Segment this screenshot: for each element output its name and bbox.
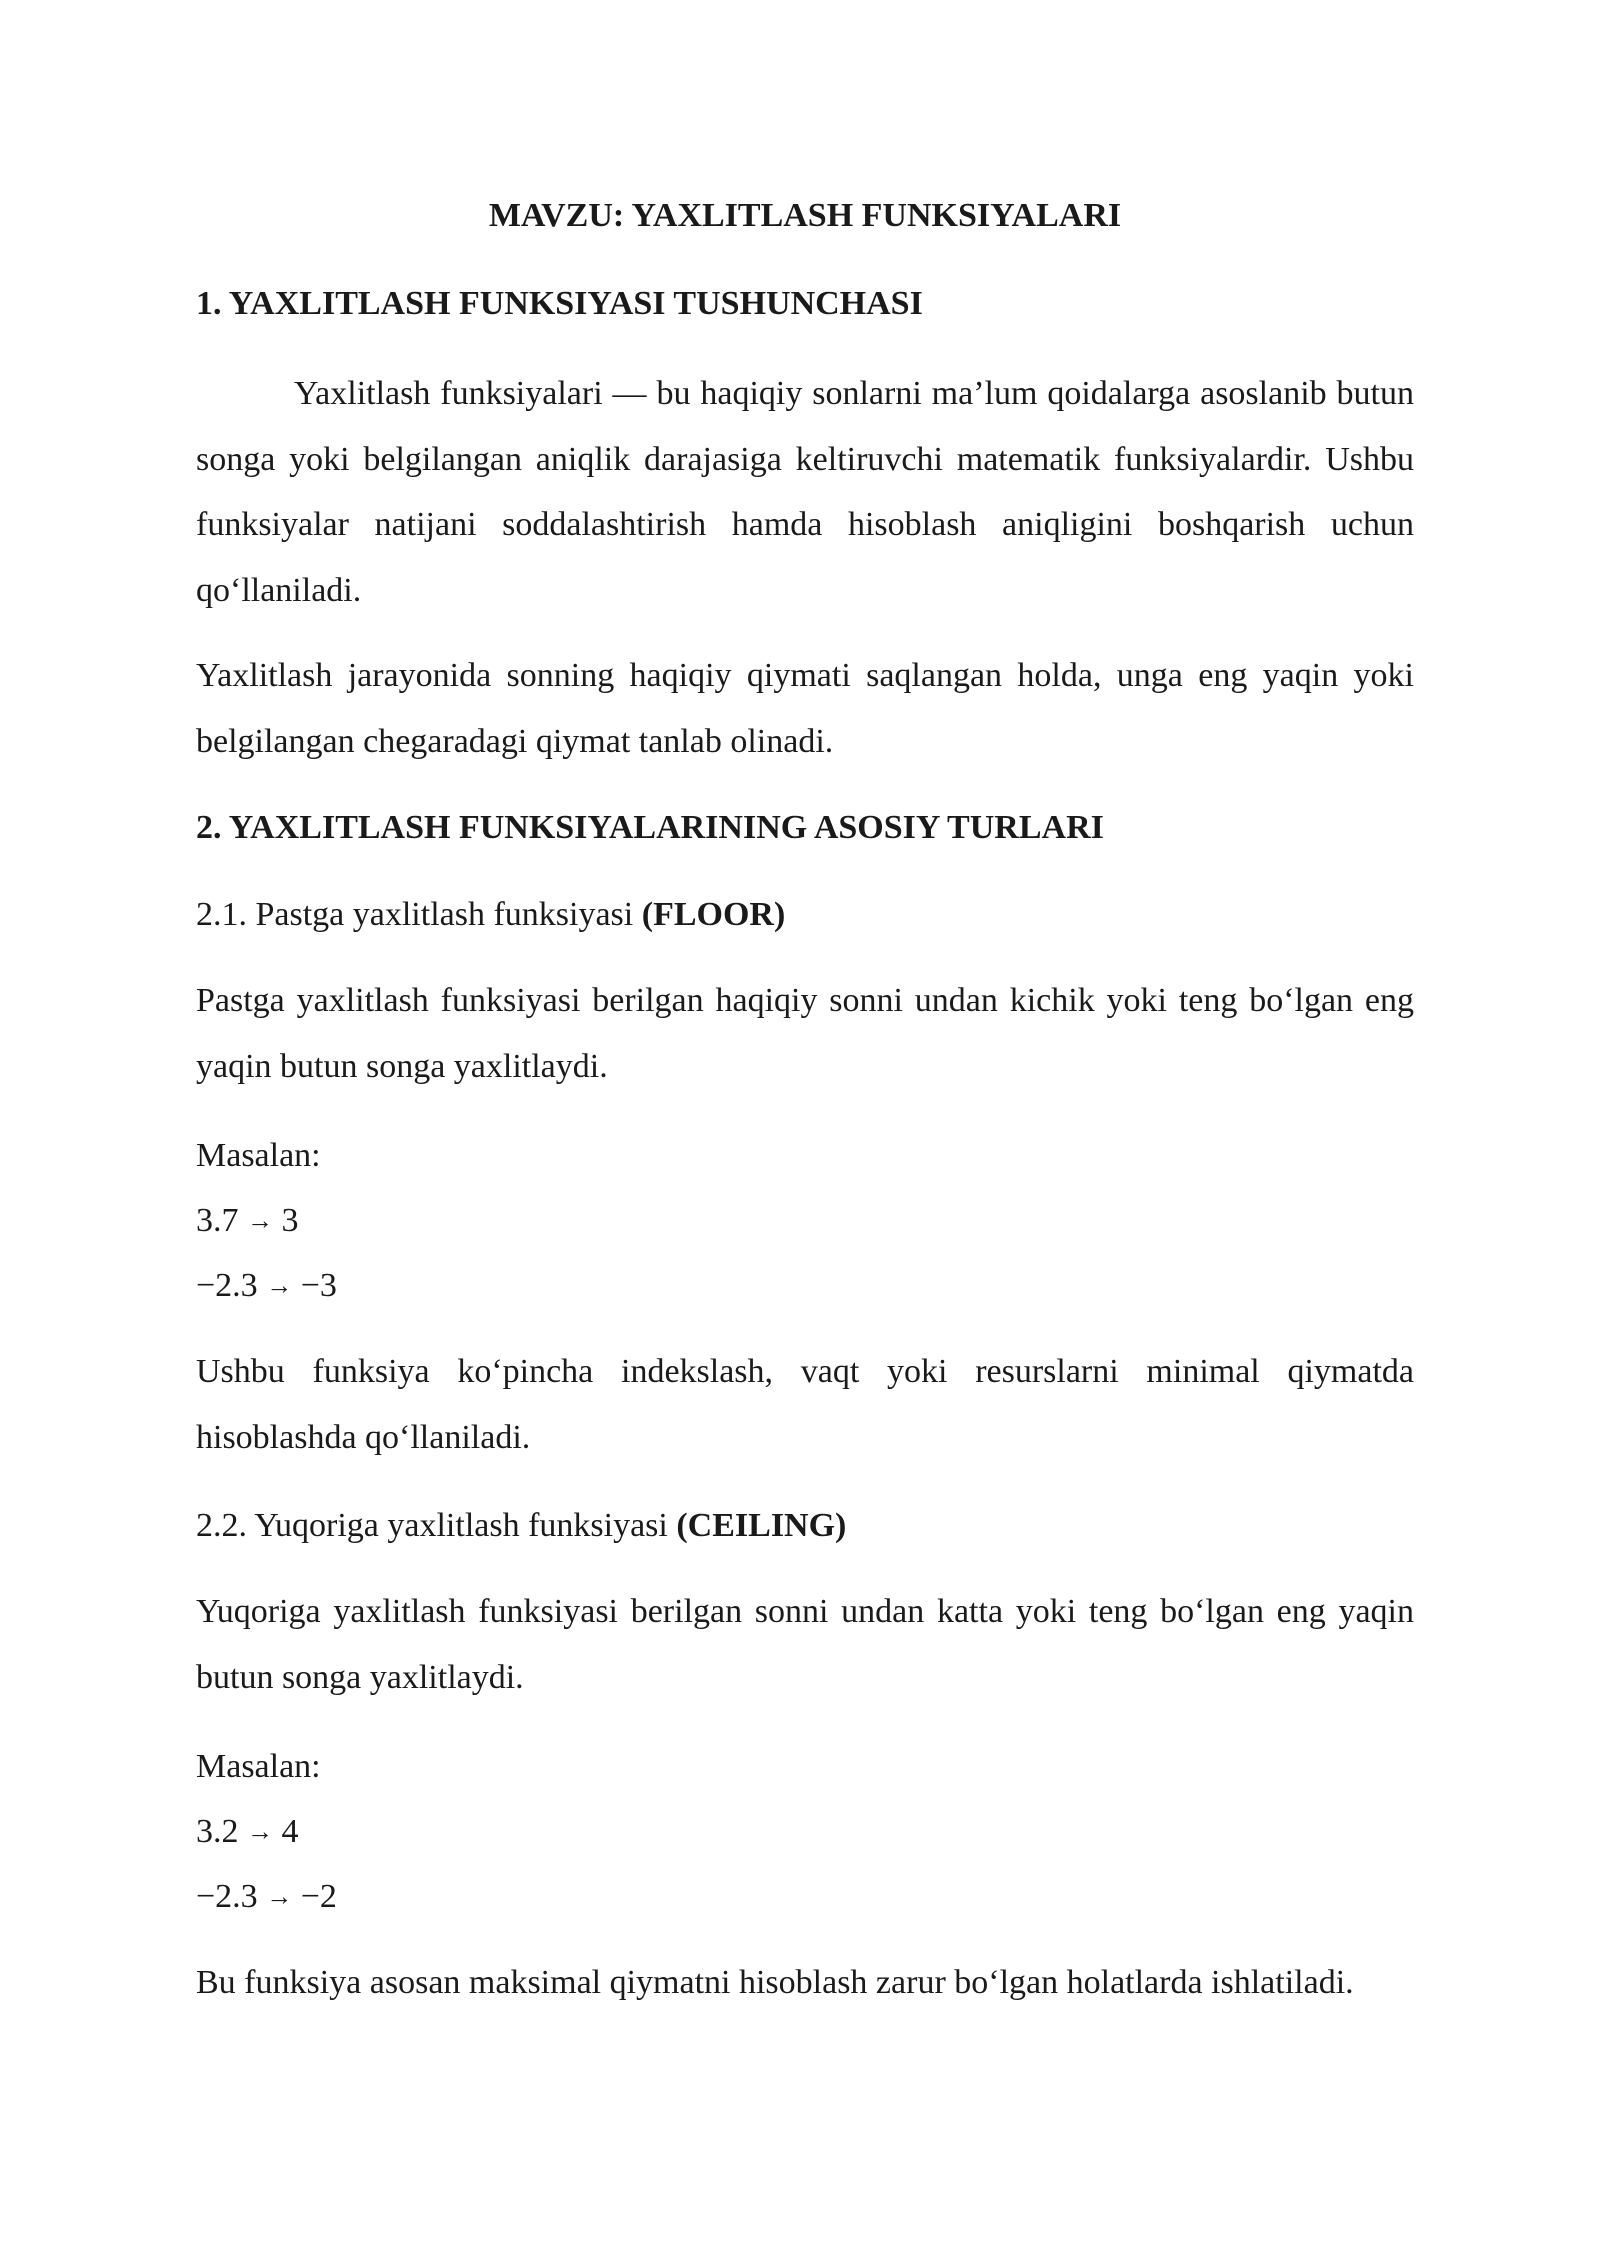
floor-example-2-input: −2.3 xyxy=(196,1267,258,1304)
ceiling-example-2 xyxy=(196,1873,1414,1923)
floor-subheading xyxy=(196,891,1414,939)
ceiling-example-2-output: −2 xyxy=(300,1878,337,1915)
ceiling-example-label: Masalan: xyxy=(196,1748,321,1785)
floor-subheading-text: 2.1. Pastga yaxlitlash funksiyasi xyxy=(196,896,642,933)
section-1-heading: 1. YAXLITLASH FUNKSIYASI TUSHUNCHASI xyxy=(196,285,923,322)
ceiling-example-1-input: 3.2 xyxy=(196,1813,239,1850)
floor-example-2 xyxy=(196,1262,1414,1312)
ceiling-example-1-output: 4 xyxy=(281,1813,299,1850)
floor-example-1-input: 3.7 xyxy=(196,1202,239,1239)
section-1-paragraph-1: Yaxlitlash funksiyalari — bu haqiqiy sonlarni ma’lum qoidalarga asoslanib butun songa yoki belgilangan aniqlik darajasiga keltiruvchi matematik funksiyalardir. Ushbu funksiyalar natijani soddalashtirish hamda hisoblash aniqligini boshqarish uchun qo‘llaniladi. xyxy=(196,375,1414,609)
arrow-icon: → xyxy=(266,1882,293,1911)
arrow-icon: → xyxy=(266,1271,293,1300)
floor-example-1 xyxy=(196,1197,1414,1247)
ceiling-subheading xyxy=(196,1502,1414,1550)
arrow-icon: → xyxy=(247,1206,273,1235)
section-1-paragraph-2: Yaxlitlash jarayonida sonning haqiqiy qiymati saqlangan holda, unga eng yaqin yoki belgilangan chegaradagi qiymat tanlab olinadi. xyxy=(196,657,1414,760)
floor-example-label: Masalan: xyxy=(196,1137,321,1174)
ceiling-example-2-input: −2.3 xyxy=(196,1878,258,1915)
floor-subheading-keyword: (FLOOR) xyxy=(641,896,786,933)
arrow-icon: → xyxy=(247,1817,273,1846)
ceiling-subheading-keyword: (CEILING) xyxy=(676,1507,847,1544)
ceiling-description: Yuqoriga yaxlitlash funksiyasi berilgan sonni undan katta yoki teng bo‘lgan eng yaqin butun songa yaxlitlaydi. xyxy=(196,1593,1414,1696)
floor-example-1-output: 3 xyxy=(281,1202,299,1239)
ceiling-subheading-text: 2.2. Yuqoriga yaxlitlash funksiyasi xyxy=(196,1507,677,1544)
floor-usage: Ushbu funksiya ko‘pincha indekslash, vaqt yoki resurslarni minimal qiymatda hisoblashda qo‘llaniladi. xyxy=(196,1353,1414,1456)
floor-example-2-output: −3 xyxy=(300,1267,337,1304)
ceiling-usage: Bu funksiya asosan maksimal qiymatni hisoblash zarur bo‘lgan holatlarda ishlatiladi. xyxy=(196,1964,1354,2001)
ceiling-example-1 xyxy=(196,1808,1414,1858)
document-title: MAVZU: YAXLITLASH FUNKSIYALARI xyxy=(488,197,1122,234)
section-2-heading: 2. YAXLITLASH FUNKSIYALARINING ASOSIY TURLARI xyxy=(196,809,1104,846)
floor-description: Pastga yaxlitlash funksiyasi berilgan haqiqiy sonni undan kichik yoki teng bo‘lgan eng yaqin butun songa yaxlitlaydi. xyxy=(196,982,1414,1085)
